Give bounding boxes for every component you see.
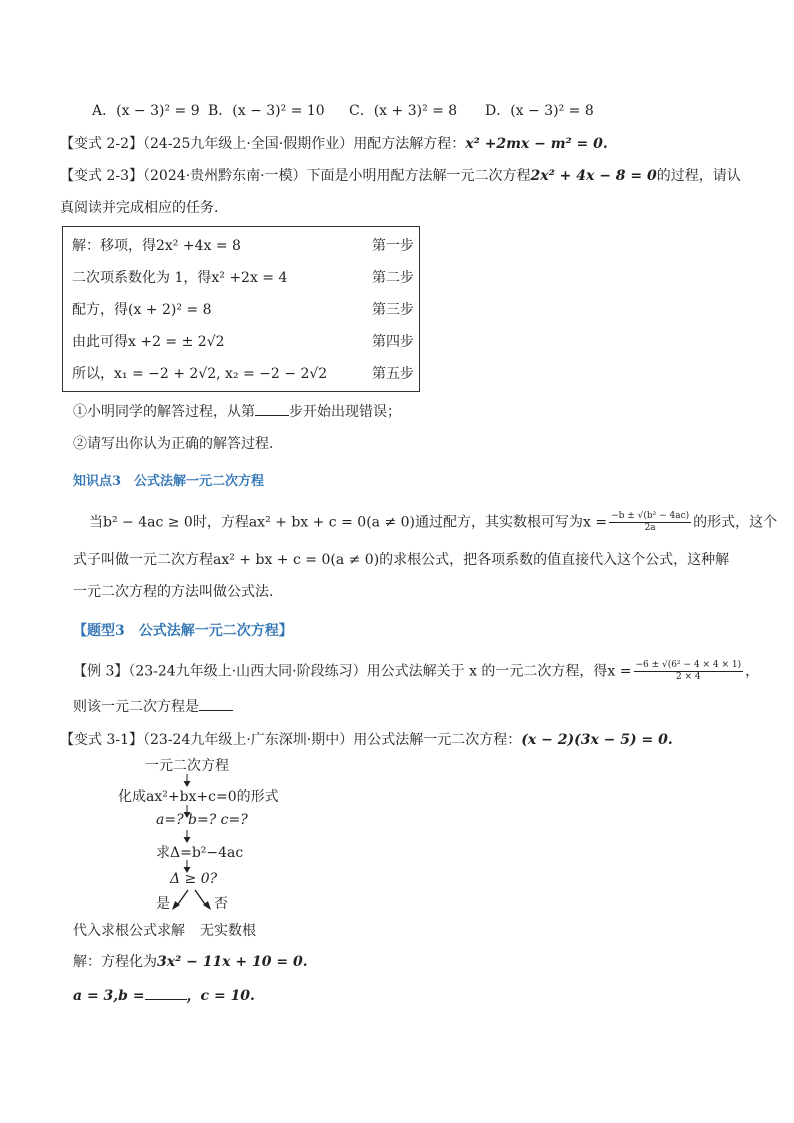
option-a: A．(x − 3)² = 9 bbox=[92, 103, 200, 119]
solution-text: ，c = 10. bbox=[186, 988, 255, 1004]
box-step-5: 第五步 bbox=[372, 366, 414, 382]
example-fraction bbox=[634, 660, 744, 683]
variant-2-3 bbox=[60, 165, 741, 185]
box-line-2: 二次项系数化为 1，得x² +2x = 4 bbox=[72, 270, 288, 286]
variant-tag: 【变式 2-2】 bbox=[60, 136, 143, 152]
example-3 bbox=[73, 660, 759, 683]
type-title: 【题型3 公式法解一元二次方程】 bbox=[73, 623, 293, 639]
quadratic-formula-fraction bbox=[609, 511, 691, 534]
equation: 2x² + 4x − 8 = 0 bbox=[530, 168, 657, 184]
task-text: ①小明同学的解答过程，从第 bbox=[73, 404, 255, 420]
variant-source: （23-24九年级上·广东深圳·期中）用公式法解一元二次方程： bbox=[143, 732, 522, 748]
frac-numerator: −6 ± √(6² − 4 × 4 × 1) bbox=[635, 660, 742, 670]
example-text: 则该一元二次方程是 bbox=[73, 699, 199, 715]
task-1 bbox=[73, 401, 401, 421]
box-line-3: 配方，得(x + 2)² = 8 bbox=[72, 302, 212, 318]
box-line-4: 由此可得x +2 = ± 2√2 bbox=[72, 334, 225, 350]
answer-blank[interactable] bbox=[199, 696, 233, 711]
solution-line-1 bbox=[73, 951, 308, 971]
example-text: 【例 3】（23-24九年级上·山西大同·阶段练习）用公式法解关于 x 的一元二次方程，得x = bbox=[73, 663, 632, 680]
box-line-1: 解：移项，得2x² +4x = 8 bbox=[72, 238, 241, 254]
flow-node-3: a=? b=? c=? bbox=[156, 812, 248, 828]
equation: x² +2mx − m² = 0. bbox=[465, 136, 608, 152]
knowledge-point-title: 知识点3 公式法解一元二次方程 bbox=[73, 474, 265, 489]
frac-denominator: 2 × 4 bbox=[675, 672, 701, 682]
variant-tag: 【变式 3-1】 bbox=[60, 732, 143, 748]
flow-node-2: 化成ax²+bx+c=0的形式 bbox=[118, 789, 279, 805]
variant-3-1 bbox=[60, 729, 673, 749]
answer-blank[interactable] bbox=[255, 401, 289, 416]
variant-source: （24-25九年级上·全国·假期作业）用配方法解方程： bbox=[143, 136, 466, 152]
option-b: B．(x − 3)² = 10 bbox=[208, 103, 325, 119]
arrow-down-right-icon bbox=[192, 888, 212, 912]
variant-2-2 bbox=[60, 133, 608, 153]
equation: 3x² − 11x + 10 = 0. bbox=[157, 954, 308, 970]
box-step-4: 第四步 bbox=[372, 334, 414, 350]
box-step-3: 第三步 bbox=[372, 302, 414, 318]
frac-numerator: −b ± √(b² − 4ac) bbox=[611, 511, 690, 521]
formula-paragraph-3: 一元二次方程的方法叫做公式法. bbox=[73, 584, 274, 600]
flow-node-1: 一元二次方程 bbox=[145, 758, 229, 774]
task-2: ②请写出你认为正确的解答过程. bbox=[73, 436, 274, 452]
example-3-question bbox=[73, 696, 233, 716]
equation: (x − 2)(3x − 5) = 0. bbox=[521, 732, 673, 748]
flow-yes-label: 是 bbox=[156, 896, 170, 912]
solution-text: 解：方程化为 bbox=[73, 954, 157, 970]
example-text: ， bbox=[745, 663, 760, 680]
flow-result-no: 无实数根 bbox=[200, 923, 256, 939]
solution-text: a = 3,b = bbox=[73, 988, 145, 1004]
solution-line-2 bbox=[73, 985, 255, 1005]
flow-node-5: Δ ≥ 0? bbox=[170, 871, 218, 887]
formula-paragraph-1 bbox=[89, 511, 777, 534]
box-step-2: 第二步 bbox=[372, 270, 414, 286]
flow-no-label: 否 bbox=[214, 896, 228, 912]
arrow-down-left-icon bbox=[171, 888, 191, 912]
variant-text: 的过程，请认 bbox=[656, 168, 741, 184]
option-d: D．(x − 3)² = 8 bbox=[485, 103, 594, 119]
formula-paragraph-2: 式子叫做一元二次方程ax² + bx + c = 0(a ≠ 0)的求根公式，把各项系数的值直接代入这个公式，这种解 bbox=[73, 552, 730, 568]
answer-blank[interactable] bbox=[145, 985, 187, 1000]
variant-text: （2024·贵州黔东南·一模）下面是小明用配方法解一元二次方程 bbox=[143, 168, 531, 184]
para-text: 当b² − 4ac ≥ 0时，方程ax² + bx + c = 0(a ≠ 0)通过配方，其实数根可写为x = bbox=[89, 514, 608, 531]
box-line-5: 所以，x₁ = −2 + 2√2, x₂ = −2 − 2√2 bbox=[72, 366, 328, 382]
flow-result-yes: 代入求根公式求解 bbox=[73, 923, 185, 939]
flow-node-4: 求Δ=b²−4ac bbox=[156, 845, 244, 861]
variant-tag: 【变式 2-3】 bbox=[60, 168, 143, 184]
para-text: 的形式，这个 bbox=[693, 514, 778, 531]
option-c: C．(x + 3)² = 8 bbox=[349, 103, 458, 119]
task-text: 步开始出现错误； bbox=[289, 404, 401, 420]
frac-denominator: 2a bbox=[644, 523, 656, 533]
box-step-1: 第一步 bbox=[372, 238, 414, 254]
variant-text-cont: 真阅读并完成相应的任务. bbox=[60, 200, 219, 216]
